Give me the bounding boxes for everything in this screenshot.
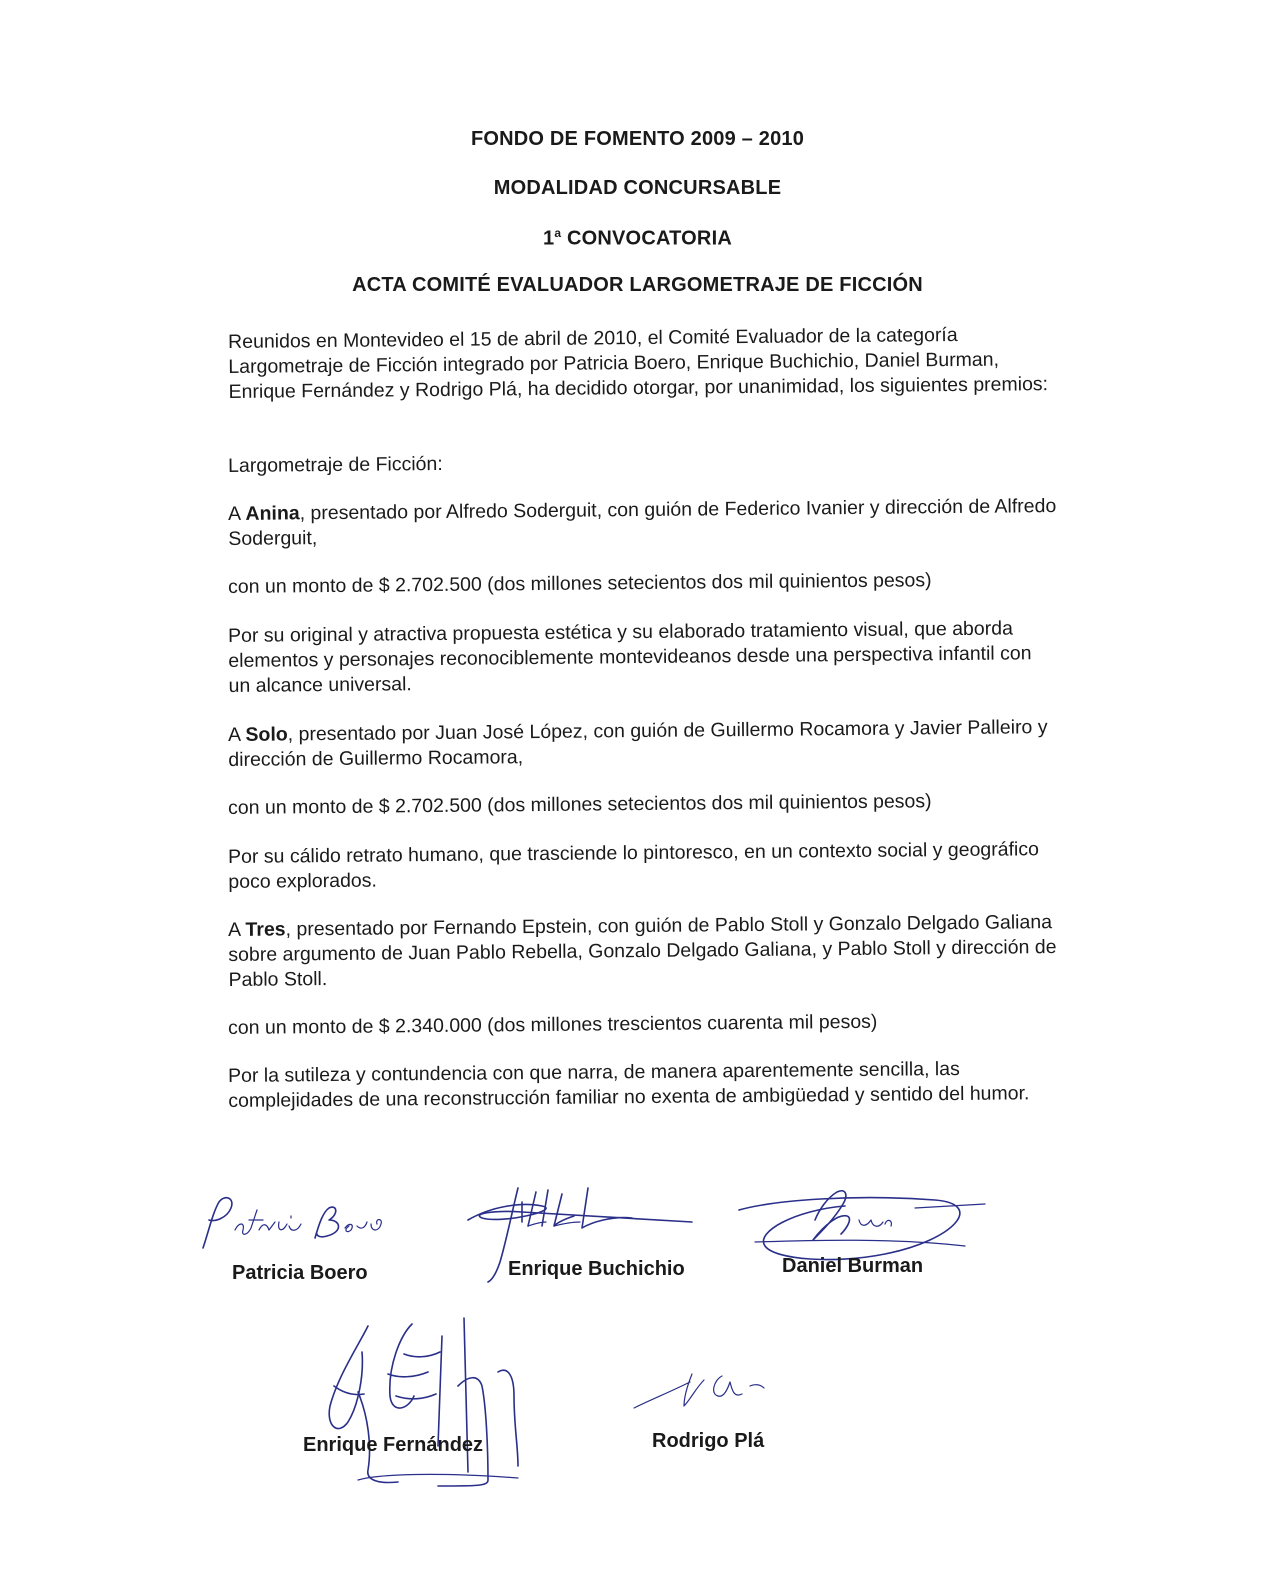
award-details-text: , presentado por Juan José López, con guión de Guillermo Rocamora y Javier Palleiro y dirección de Guillermo Rocamora, — [228, 716, 1048, 771]
signatory-name-enrique-buchichio: Enrique Buchichio — [508, 1258, 685, 1280]
heading-convocatoria — [0, 226, 1275, 251]
award-anina-details — [228, 494, 1058, 552]
award-title: Solo — [245, 723, 288, 746]
convocatoria-number: 1 — [543, 227, 555, 250]
category-label: Largometraje de Ficción: — [228, 452, 443, 477]
award-anina-reason: Por su original y atractiva propuesta estética y su elaborado tratamiento visual, que aborda elementos y personajes reconociblemente montevideanos desde una perspectiva infantil con un alcance universal. — [228, 617, 1032, 697]
award-title: Anina — [245, 502, 300, 525]
award-title: Tres — [245, 918, 286, 941]
award-anina-amount: con un monto de $ 2.702.500 (dos millones setecientos dos mil quinientos pesos) — [228, 569, 932, 598]
convocatoria-label: CONVOCATORIA — [561, 227, 732, 250]
signatory-name-rodrigo-pla: Rodrigo Plá — [652, 1430, 765, 1452]
signature-patricia-boero — [195, 1190, 395, 1260]
award-solo-reason: Por su cálido retrato humano, que trasciende lo pintoresco, en un contexto social y geográfico poco explorados. — [228, 838, 1039, 893]
award-tres-reason: Por la sutileza y contundencia con que narra, de manera aparentemente sencilla, las complejidades de una reconstrucción familiar no exenta de ambigüedad y sentido del humor. — [228, 1057, 1030, 1112]
signatory-name-enrique-fernandez: Enrique Fernández — [303, 1434, 484, 1456]
award-details-text: , presentado por Fernando Epstein, con guión de Pablo Stoll y Gonzalo Delgado Galiana sobre argumento de Juan Pablo Rebella, Gonzalo Delgado Galiana, y Pablo Stoll y dirección de Pablo Stoll. — [228, 911, 1057, 991]
signatory-name-patricia-boero: Patricia Boero — [232, 1262, 368, 1284]
convocatoria-ordinal: a — [554, 226, 562, 240]
heading-acta: ACTA COMITÉ EVALUADOR LARGOMETRAJE DE FICCIÓN — [352, 274, 923, 296]
award-prefix: A — [228, 723, 246, 746]
award-solo-details — [228, 715, 1058, 773]
heading-modalidad: MODALIDAD CONCURSABLE — [493, 177, 782, 199]
heading-fondo: FONDO DE FOMENTO 2009 – 2010 — [470, 128, 805, 150]
award-prefix: A — [228, 918, 246, 941]
signatory-name-daniel-burman: Daniel Burman — [782, 1255, 924, 1277]
signature-rodrigo-pla — [630, 1360, 800, 1420]
award-details-text: , presentado por Alfredo Soderguit, con guión de Federico Ivanier y dirección de Alfredo Soderguit, — [228, 495, 1057, 550]
award-prefix: A — [228, 502, 246, 525]
signature-enrique-fernandez — [318, 1296, 538, 1496]
intro-paragraph: Reunidos en Montevideo el 15 de abril de 2010, el Comité Evaluador de la categoría Largometraje de Ficción integrado por Patricia Boero, Enrique Buchichio, Daniel Burman, Enrique Fernández y Rodrigo Plá, ha decidido otorgar, por unanimidad, los siguientes premios: — [228, 323, 1049, 403]
award-tres-amount: con un monto de $ 2.340.000 (dos millones trescientos cuarenta mil pesos) — [228, 1010, 878, 1039]
award-solo-amount: con un monto de $ 2.702.500 (dos millones setecientos dos mil quinientos pesos) — [228, 790, 932, 819]
award-tres-details — [228, 910, 1059, 993]
